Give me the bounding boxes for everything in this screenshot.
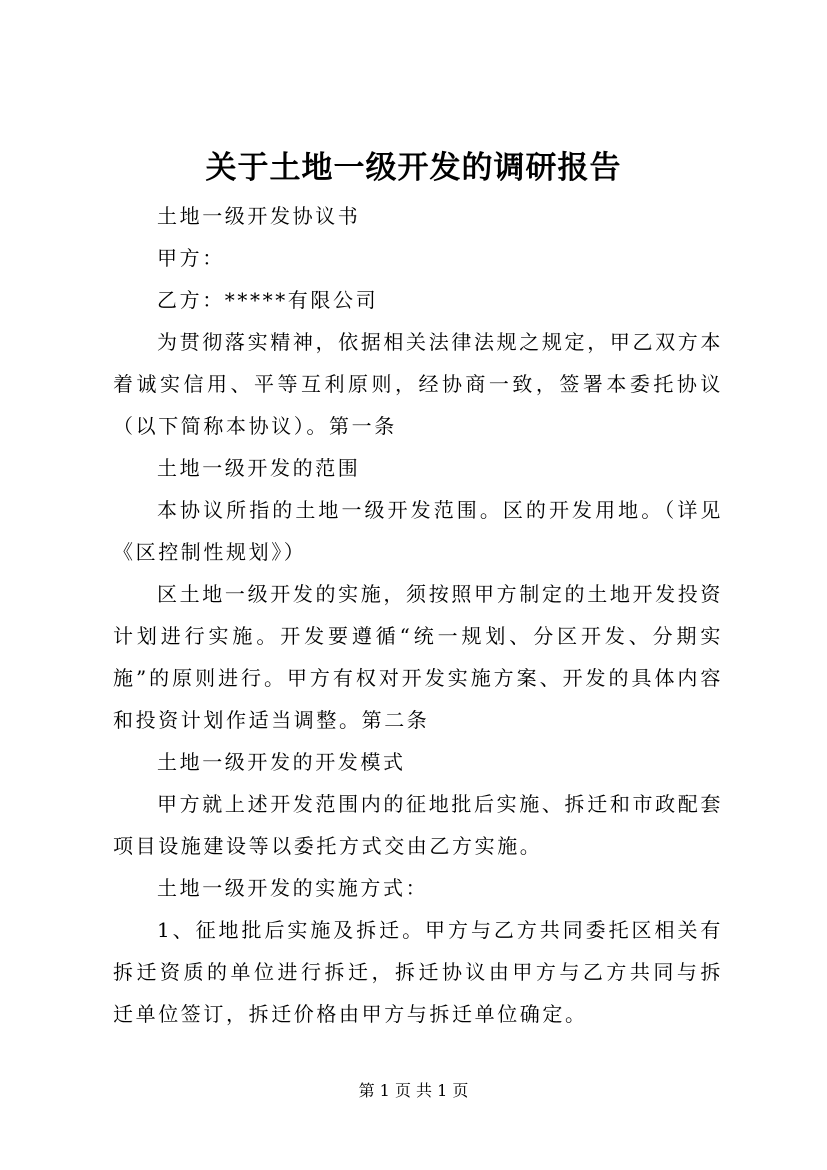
paragraph-7: 区土地一级开发的实施，须按照甲方制定的土地开发投资计划进行实施。开发要遵循“统一规划、分区开发、分期实施”的原则进行。甲方有权对开发实施方案、开发的具体内容和投资计划作适当调整。第二条 [113,582,723,732]
document-body [113,195,723,1035]
paragraph-9: 甲方就上述开发范围内的征地批后实施、拆迁和市政配套项目设施建设等以委托方式交由乙方实施。 [113,792,723,858]
paragraph-3: 乙方：*****有限公司 [157,288,379,312]
paragraph-1: 土地一级开发协议书 [157,204,361,228]
document-title: 关于土地一级开发的调研报告 [205,150,622,186]
paragraph-4: 为贯彻落实精神，依据相关法律法规之规定，甲乙双方本着诚实信用、平等互利原则，经协商一致，签署本委托协议（以下简称本协议）。第一条 [113,330,723,438]
paragraph-5: 土地一级开发的范围 [157,456,361,480]
paragraph-2: 甲方： [157,246,225,270]
paragraph-10: 土地一级开发的实施方式： [157,876,429,900]
paragraph-8: 土地一级开发的开发模式 [157,750,406,774]
paragraph-11: 1、征地批后实施及拆迁。甲方与乙方共同委托区相关有拆迁资质的单位进行拆迁，拆迁协议由甲方与乙方共同与拆迁单位签订，拆迁价格由甲方与拆迁单位确定。 [113,918,723,1026]
page-footer: 第 1 页 共 1 页 [358,1081,469,1100]
paragraph-6: 本协议所指的土地一级开发范围。区的开发用地。（详见《区控制性规划》） [113,498,723,564]
